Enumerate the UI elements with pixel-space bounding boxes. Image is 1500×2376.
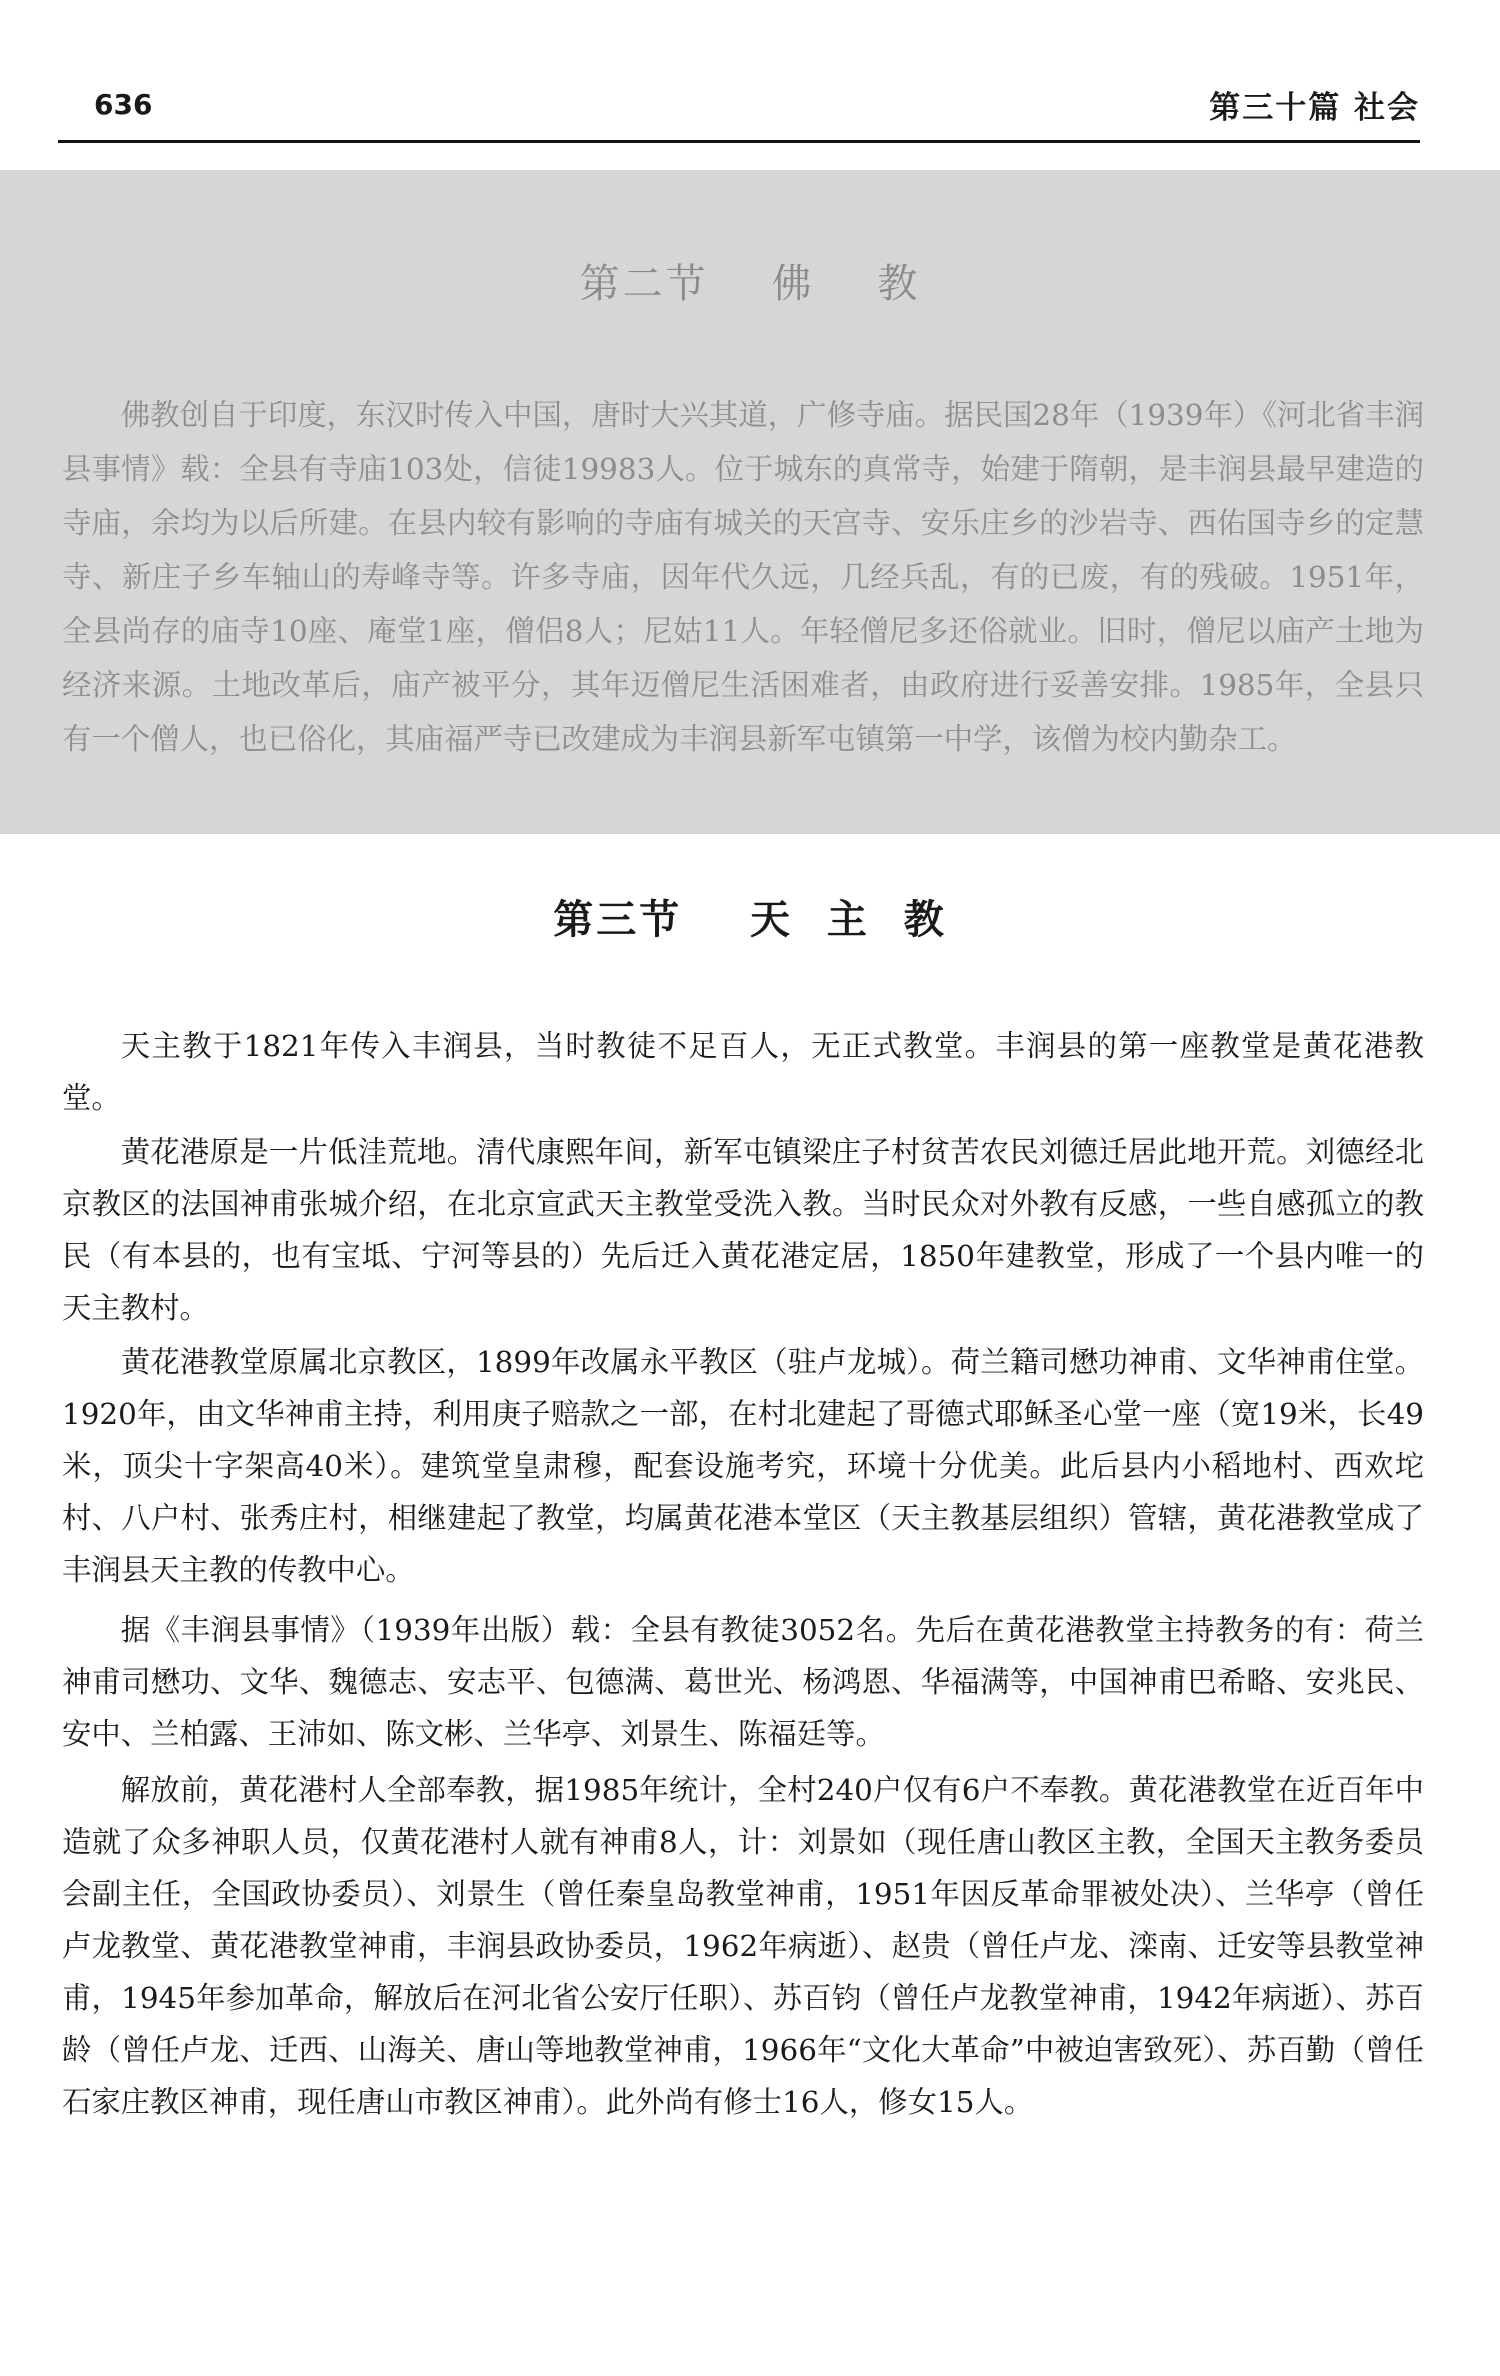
section-3-paragraph-4: 据《丰润县事情》（1939年出版）载：全县有教徒3052名。先后在黄花港教堂主持教务的有：荷兰神甫司懋功、文华、魏德志、安志平、包德满、葛世光、杨鸿恩、华福满等，中国神甫巴希略、安兆民、安中、兰柏露、王沛如、陈文彬、兰华亭、刘景生、陈福廷等。 bbox=[62, 1613, 1424, 1751]
page-number: 636 bbox=[94, 88, 153, 121]
section-3-paragraph-2: 黄花港原是一片低洼荒地。清代康熙年间，新军屯镇梁庄子村贫苦农民刘德迁居此地开荒。刘德经北京教区的法国神甫张城介绍，在北京宣武天主教堂受洗入教。当时民众对外教有反感，一些自感孤立的教民（有本县的，也有宝坻、宁河等县的）先后迁入黄花港定居，1850年建教堂，形成了一个县内唯一的天主教村。 bbox=[62, 1135, 1424, 1325]
section-3-title: 第三节 天 主 教 bbox=[553, 896, 947, 943]
header-rule bbox=[58, 140, 1420, 143]
section-2-paragraph: 佛教创自于印度，东汉时传入中国，唐时大兴其道，广修寺庙。据民国28年（1939年）《河北省丰润县事情》载：全县有寺庙103处，信徒19983人。位于城东的真常寺，始建于隋朝，是丰润县最早建造的寺庙，余均为以后所建。在县内较有影响的寺庙有城关的天宫寺、安乐庄乡的沙岩寺、西佑国寺乡的定慧寺、新庄子乡车轴山的寿峰寺等。许多寺庙，因年代久远，几经兵乱，有的已废，有的残破。1951年，全县尚存的庙寺10座、庵堂1座，僧侣8人；尼姑11人。年轻僧尼多还俗就业。旧时，僧尼以庙产土地为经济来源。土地改革后，庙产被平分，其年迈僧尼生活困难者，由政府进行妥善安排。1985年，全县只有一个僧人，也已俗化，其庙福严寺已改建成为丰润县新军屯镇第一中学，该僧为校内勤杂工。 bbox=[62, 398, 1424, 756]
section-2-title: 第二节 佛 教 bbox=[579, 261, 921, 307]
page-header bbox=[58, 80, 1420, 136]
section-3-paragraph-1: 天主教于1821年传入丰润县，当时教徒不足百人，无正式教堂。丰润县的第一座教堂是黄花港教堂。 bbox=[62, 1029, 1424, 1115]
running-head: 第三十篇 社会 bbox=[1209, 90, 1420, 126]
section-3-paragraph-3: 黄花港教堂原属北京教区，1899年改属永平教区（驻卢龙城）。荷兰籍司懋功神甫、文华神甫住堂。1920年，由文华神甫主持，利用庚子赔款之一部，在村北建起了哥德式耶稣圣心堂一座（宽19米，长49米，顶尖十字架高40米）。建筑堂皇肃穆，配套设施考究，环境十分优美。此后县内小稻地村、西欢坨村、八户村、张秀庄村，相继建起了教堂，均属黄花港本堂区（天主教基层组织）管辖，黄花港教堂成了丰润县天主教的传教中心。 bbox=[62, 1345, 1424, 1587]
section-3-paragraph-5: 解放前，黄花港村人全部奉教，据1985年统计，全村240户仅有6户不奉教。黄花港教堂在近百年中造就了众多神职人员，仅黄花港村人就有神甫8人，计：刘景如（现任唐山教区主教，全国天主教务委员会副主任，全国政协委员）、刘景生（曾任秦皇岛教堂神甫，1951年因反革命罪被处决）、兰华亭（曾任卢龙教堂、黄花港教堂神甫，丰润县政协委员，1962年病逝）、赵贵（曾任卢龙、滦南、迁安等县教堂神甫，1945年参加革命，解放后在河北省公安厅任职）、苏百钧（曾任卢龙教堂神甫，1942年病逝）、苏百龄（曾任卢龙、迁西、山海关、唐山等地教堂神甫，1966年“文化大革命”中被迫害致死）、苏百勤（曾任石家庄教区神甫，现任唐山市教区神甫）。此外尚有修士16人，修女15人。 bbox=[62, 1773, 1424, 2119]
